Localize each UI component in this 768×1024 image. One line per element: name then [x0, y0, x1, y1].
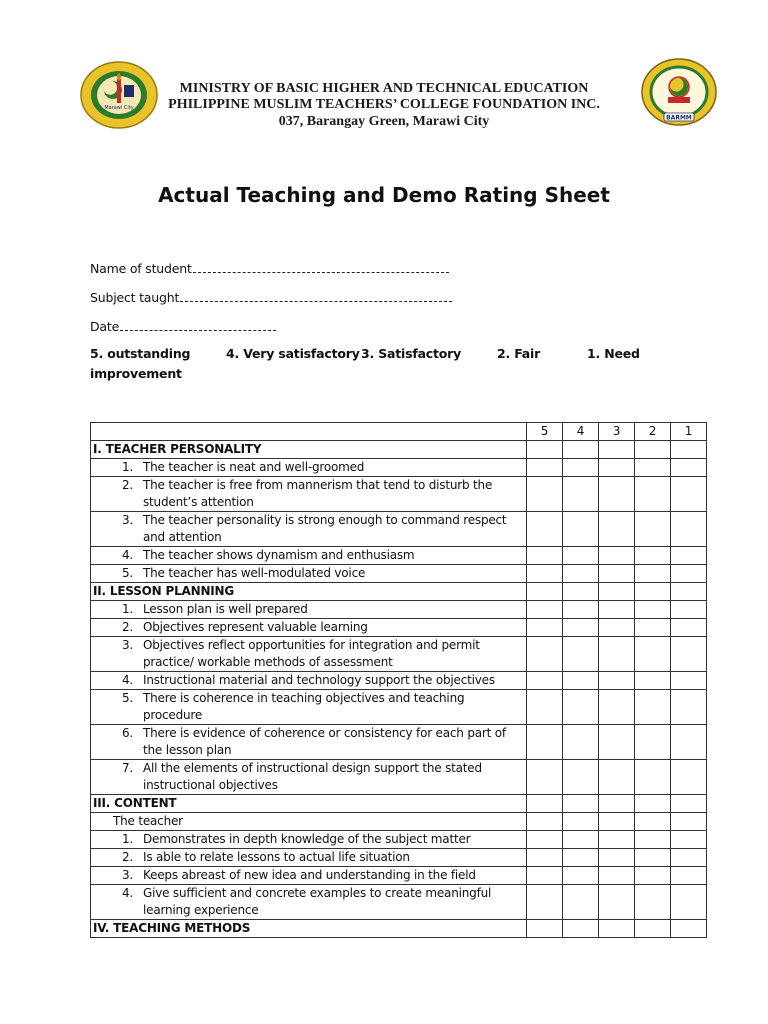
column-header-1: 1 — [671, 423, 707, 441]
score-cell-1[interactable] — [671, 690, 707, 725]
score-cell-4[interactable] — [563, 565, 599, 583]
criterion-cell — [91, 672, 527, 690]
criterion-text: Objectives reflect opportunities for integration and permit practice/ workable methods of assessment — [143, 638, 480, 669]
scale-2: 2. Fair — [497, 346, 541, 361]
score-cell-4[interactable] — [563, 813, 599, 831]
criterion-text: The teacher has well-modulated voice — [143, 566, 366, 580]
score-cell-4[interactable] — [563, 601, 599, 619]
score-cell-2[interactable] — [635, 583, 671, 601]
criterion-number: 6. — [121, 726, 133, 740]
score-cell-4[interactable] — [563, 849, 599, 867]
score-cell-1[interactable] — [671, 920, 707, 938]
score-cell-2[interactable] — [635, 849, 671, 867]
criterion-text: Instructional material and technology support the objectives — [143, 673, 495, 687]
svg-text:BARMM: BARMM — [666, 114, 692, 122]
score-cell-5[interactable] — [527, 885, 563, 920]
score-cell-5[interactable] — [527, 867, 563, 885]
table-row — [91, 831, 707, 849]
criterion-cell — [91, 477, 527, 512]
score-cell-2[interactable] — [635, 547, 671, 565]
score-cell-1[interactable] — [671, 565, 707, 583]
score-cell-5[interactable] — [527, 565, 563, 583]
score-cell-1[interactable] — [671, 725, 707, 760]
criterion — [93, 885, 524, 919]
score-cell-5[interactable] — [527, 512, 563, 547]
score-cell-3[interactable] — [599, 601, 635, 619]
criterion-cell — [91, 601, 527, 619]
column-header-5: 5 — [527, 423, 563, 441]
subject-taught-blank[interactable] — [180, 289, 452, 302]
score-cell-3[interactable] — [599, 690, 635, 725]
criterion — [93, 601, 524, 618]
criterion-cell — [91, 849, 527, 867]
section-row — [91, 441, 707, 459]
score-cell-2[interactable] — [635, 795, 671, 813]
criterion-number: 2. — [121, 850, 133, 864]
date-field[interactable] — [90, 318, 276, 334]
score-cell-1[interactable] — [671, 849, 707, 867]
item-header-cell — [91, 423, 527, 441]
score-cell-2[interactable] — [635, 441, 671, 459]
score-cell-1[interactable] — [671, 459, 707, 477]
criterion-cell — [91, 885, 527, 920]
score-cell-4[interactable] — [563, 867, 599, 885]
score-cell-2[interactable] — [635, 637, 671, 672]
score-cell-1[interactable] — [671, 619, 707, 637]
section-title: III. CONTENT — [91, 795, 527, 813]
table-row — [91, 477, 707, 512]
criterion-cell — [91, 831, 527, 849]
criterion — [93, 867, 524, 884]
score-cell-5[interactable] — [527, 672, 563, 690]
score-cell-3[interactable] — [599, 885, 635, 920]
student-name-field[interactable] — [90, 260, 449, 276]
score-cell-3[interactable] — [599, 831, 635, 849]
criterion-number: 1. — [121, 832, 133, 846]
score-cell-5[interactable] — [527, 477, 563, 512]
scale-4: 4. Very satisfactory — [226, 346, 360, 361]
score-cell-1[interactable] — [671, 867, 707, 885]
criterion-number: 4. — [121, 548, 133, 562]
criterion-text: Is able to relate lessons to actual life situation — [143, 850, 410, 864]
score-cell-5[interactable] — [527, 583, 563, 601]
criterion-number: 1. — [121, 460, 133, 474]
score-cell-1[interactable] — [671, 601, 707, 619]
criterion — [93, 849, 524, 866]
score-cell-2[interactable] — [635, 760, 671, 795]
table-row — [91, 849, 707, 867]
scale-1-continued: improvement — [90, 366, 182, 381]
score-cell-1[interactable] — [671, 512, 707, 547]
score-cell-1[interactable] — [671, 547, 707, 565]
criterion-cell — [91, 619, 527, 637]
section-title: I. TEACHER PERSONALITY — [91, 441, 527, 459]
score-cell-3[interactable] — [599, 725, 635, 760]
criterion-number: 3. — [121, 638, 133, 652]
section-title: IV. TEACHING METHODS — [91, 920, 527, 938]
score-cell-4[interactable] — [563, 441, 599, 459]
score-cell-3[interactable] — [599, 547, 635, 565]
score-cell-3[interactable] — [599, 637, 635, 672]
column-header-3: 3 — [599, 423, 635, 441]
criterion — [93, 760, 524, 794]
criterion-cell — [91, 512, 527, 547]
score-cell-2[interactable] — [635, 512, 671, 547]
criterion-text: There is evidence of coherence or consistency for each part of the lesson plan — [143, 726, 506, 757]
score-cell-5[interactable] — [527, 813, 563, 831]
score-cell-5[interactable] — [527, 690, 563, 725]
criterion-cell — [91, 690, 527, 725]
score-cell-4[interactable] — [563, 477, 599, 512]
date-blank[interactable] — [120, 318, 276, 331]
criterion — [93, 547, 524, 564]
criterion-text: The teacher personality is strong enough to command respect and attention — [143, 513, 507, 544]
column-header-4: 4 — [563, 423, 599, 441]
score-cell-3[interactable] — [599, 459, 635, 477]
score-cell-2[interactable] — [635, 619, 671, 637]
subject-taught-label: Subject taught — [90, 290, 180, 305]
criterion-number: 4. — [121, 886, 133, 900]
score-cell-5[interactable] — [527, 831, 563, 849]
header-address: 037, Barangay Green, Marawi City — [278, 114, 490, 129]
table-row — [91, 637, 707, 672]
criterion-text: Keeps abreast of new idea and understanding in the field — [143, 868, 476, 882]
svg-text:Marawi City: Marawi City — [104, 105, 134, 111]
scale-5: 5. outstanding — [90, 346, 191, 361]
section-row — [91, 920, 707, 938]
score-cell-3[interactable] — [599, 512, 635, 547]
score-cell-1[interactable] — [671, 795, 707, 813]
score-cell-4[interactable] — [563, 583, 599, 601]
score-cell-3[interactable] — [599, 795, 635, 813]
table-row — [91, 459, 707, 477]
table-row — [91, 565, 707, 583]
criterion — [93, 565, 524, 582]
score-cell-2[interactable] — [635, 831, 671, 849]
section-intro-row — [91, 813, 707, 831]
score-cell-1[interactable] — [671, 441, 707, 459]
score-cell-3[interactable] — [599, 441, 635, 459]
date-label: Date — [90, 319, 120, 334]
score-cell-5[interactable] — [527, 795, 563, 813]
section-row — [91, 583, 707, 601]
criterion — [93, 672, 524, 689]
criterion-cell — [91, 459, 527, 477]
criterion — [93, 459, 524, 476]
score-cell-4[interactable] — [563, 619, 599, 637]
criterion-cell — [91, 547, 527, 565]
student-name-blank[interactable] — [193, 260, 449, 273]
score-cell-2[interactable] — [635, 672, 671, 690]
criterion — [93, 477, 524, 511]
score-cell-3[interactable] — [599, 672, 635, 690]
column-header-2: 2 — [635, 423, 671, 441]
criterion-cell — [91, 760, 527, 795]
criterion-cell — [91, 637, 527, 672]
score-cell-3[interactable] — [599, 920, 635, 938]
score-cell-4[interactable] — [563, 831, 599, 849]
table-header-row — [91, 423, 707, 441]
score-cell-4[interactable] — [563, 795, 599, 813]
score-cell-3[interactable] — [599, 565, 635, 583]
criterion-text: The teacher is free from mannerism that tend to disturb the student’s attention — [143, 478, 493, 509]
score-cell-4[interactable] — [563, 512, 599, 547]
score-cell-4[interactable] — [563, 672, 599, 690]
criterion-text: All the elements of instructional design support the stated instructional objectives — [143, 761, 482, 792]
score-cell-3[interactable] — [599, 619, 635, 637]
criterion-text: The teacher is neat and well-groomed — [143, 460, 365, 474]
score-cell-4[interactable] — [563, 690, 599, 725]
criterion-number: 3. — [121, 513, 133, 527]
score-cell-5[interactable] — [527, 637, 563, 672]
score-cell-5[interactable] — [527, 725, 563, 760]
table-row — [91, 601, 707, 619]
score-cell-5[interactable] — [527, 849, 563, 867]
criterion-cell — [91, 725, 527, 760]
score-cell-3[interactable] — [599, 867, 635, 885]
criterion-number: 5. — [121, 691, 133, 705]
table-row — [91, 619, 707, 637]
criterion-text: Demonstrates in depth knowledge of the subject matter — [143, 832, 471, 846]
criterion — [93, 619, 524, 636]
score-cell-2[interactable] — [635, 477, 671, 512]
score-cell-4[interactable] — [563, 547, 599, 565]
criterion-text: Lesson plan is well prepared — [143, 602, 308, 616]
score-cell-5[interactable] — [527, 601, 563, 619]
score-cell-4[interactable] — [563, 725, 599, 760]
scale-1: 1. Need — [587, 346, 640, 361]
table-row — [91, 725, 707, 760]
table-row — [91, 867, 707, 885]
section-row — [91, 795, 707, 813]
criterion-number: 5. — [121, 566, 133, 580]
criterion — [93, 637, 524, 671]
criterion-text: Objectives represent valuable learning — [143, 620, 368, 634]
section-intro-text: The teacher — [113, 814, 183, 828]
criterion — [93, 512, 524, 546]
score-cell-5[interactable] — [527, 760, 563, 795]
table-row — [91, 885, 707, 920]
score-cell-4[interactable] — [563, 760, 599, 795]
score-cell-2[interactable] — [635, 601, 671, 619]
criterion-number: 4. — [121, 673, 133, 687]
criterion — [93, 831, 524, 848]
score-cell-2[interactable] — [635, 459, 671, 477]
score-cell-5[interactable] — [527, 547, 563, 565]
table-row — [91, 547, 707, 565]
student-name-label: Name of student — [90, 261, 192, 276]
criterion-number: 2. — [121, 478, 133, 492]
score-cell-2[interactable] — [635, 867, 671, 885]
criterion-cell — [91, 867, 527, 885]
header-college: PHILIPPINE MUSLIM TEACHERS’ COLLEGE FOUNDATION INC. — [168, 97, 600, 112]
criterion-text: The teacher shows dynamism and enthusiasm — [143, 548, 415, 562]
score-cell-5[interactable] — [527, 441, 563, 459]
criterion-text: There is coherence in teaching objectives and teaching procedure — [143, 691, 465, 722]
score-cell-3[interactable] — [599, 583, 635, 601]
header-ministry: MINISTRY OF BASIC HIGHER AND TECHNICAL EDUCATION — [179, 81, 589, 96]
score-cell-5[interactable] — [527, 459, 563, 477]
score-cell-1[interactable] — [671, 637, 707, 672]
score-cell-2[interactable] — [635, 565, 671, 583]
score-cell-2[interactable] — [635, 690, 671, 725]
score-cell-5[interactable] — [527, 920, 563, 938]
score-cell-3[interactable] — [599, 760, 635, 795]
document-title: Actual Teaching and Demo Rating Sheet — [158, 183, 610, 207]
score-cell-2[interactable] — [635, 885, 671, 920]
criterion-number: 7. — [121, 761, 133, 775]
score-cell-4[interactable] — [563, 459, 599, 477]
score-cell-1[interactable] — [671, 583, 707, 601]
score-cell-1[interactable] — [671, 672, 707, 690]
score-cell-4[interactable] — [563, 885, 599, 920]
table-row — [91, 690, 707, 725]
section-title: II. LESSON PLANNING — [91, 583, 527, 601]
score-cell-2[interactable] — [635, 813, 671, 831]
score-cell-2[interactable] — [635, 725, 671, 760]
table-row — [91, 512, 707, 547]
criterion-number: 1. — [121, 602, 133, 616]
criterion — [93, 690, 524, 724]
score-cell-1[interactable] — [671, 760, 707, 795]
criterion-cell — [91, 565, 527, 583]
score-cell-4[interactable] — [563, 920, 599, 938]
score-cell-1[interactable] — [671, 831, 707, 849]
score-cell-4[interactable] — [563, 637, 599, 672]
criterion — [93, 725, 524, 759]
scale-3: 3. Satisfactory — [361, 346, 462, 361]
score-cell-3[interactable] — [599, 813, 635, 831]
score-cell-3[interactable] — [599, 849, 635, 867]
score-cell-1[interactable] — [671, 813, 707, 831]
score-cell-3[interactable] — [599, 477, 635, 512]
subject-taught-field[interactable] — [90, 289, 452, 305]
criterion-number: 3. — [121, 868, 133, 882]
criterion-text: Give sufficient and concrete examples to create meaningful learning experience — [143, 886, 492, 917]
criterion-number: 2. — [121, 620, 133, 634]
table-row — [91, 760, 707, 795]
score-cell-5[interactable] — [527, 619, 563, 637]
score-cell-2[interactable] — [635, 920, 671, 938]
score-cell-1[interactable] — [671, 885, 707, 920]
rating-table — [90, 422, 707, 938]
score-cell-1[interactable] — [671, 477, 707, 512]
section-intro — [91, 813, 527, 831]
table-row — [91, 672, 707, 690]
